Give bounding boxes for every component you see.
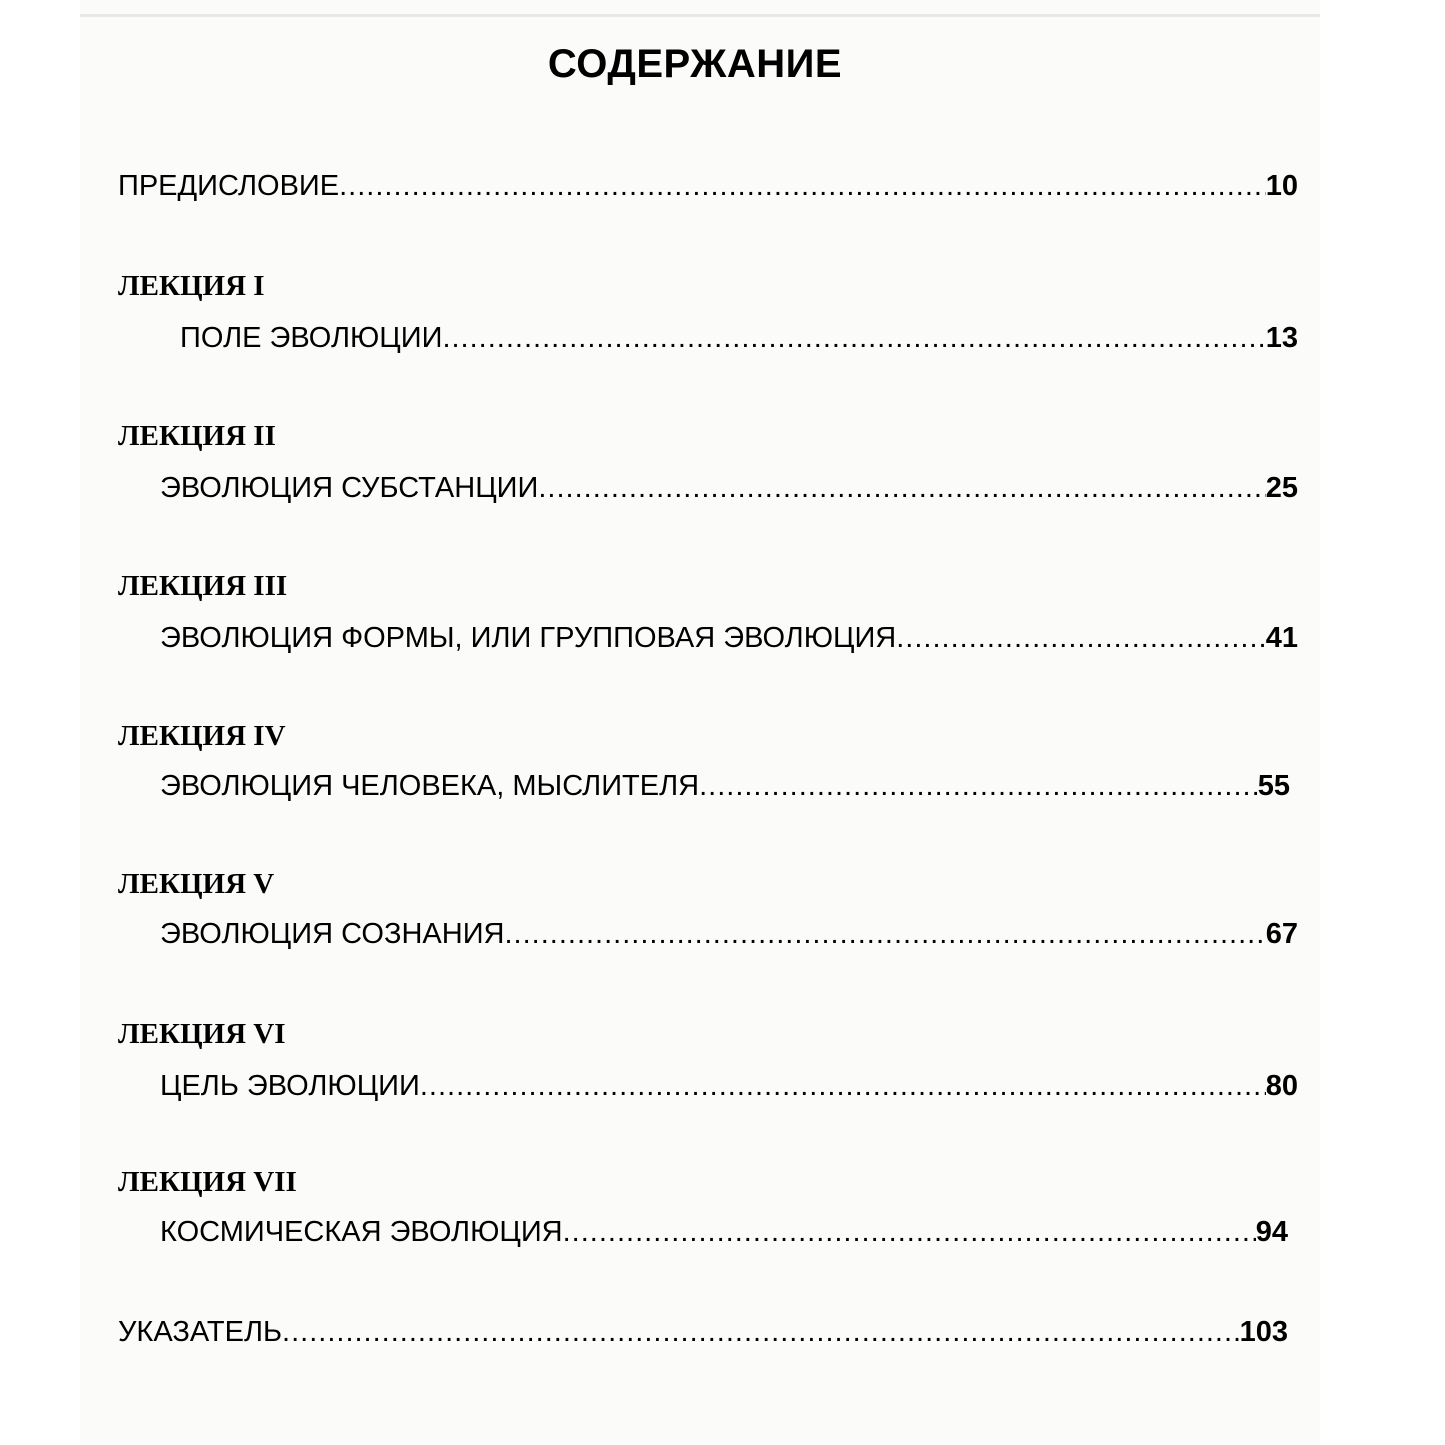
toc-entry-preface <box>118 170 1298 214</box>
toc-leader <box>282 1316 1240 1349</box>
lecture-heading: ЛЕКЦИЯ VI <box>118 1018 286 1050</box>
toc-label: ЭВОЛЮЦИЯ СУБСТАНЦИИ <box>160 472 539 504</box>
lecture-heading: ЛЕКЦИЯ II <box>118 420 276 452</box>
toc-leader <box>563 1216 1256 1249</box>
toc-label: ПОЛЕ ЭВОЛЮЦИИ <box>180 322 443 354</box>
toc-entry-lecture-7 <box>160 1216 1288 1260</box>
lecture-heading: ЛЕКЦИЯ VII <box>118 1166 297 1198</box>
toc-label: ЭВОЛЮЦИЯ ЧЕЛОВЕКА, МЫСЛИТЕЛЯ <box>160 770 700 802</box>
toc-page-number: 13 <box>1265 322 1298 354</box>
book-page <box>80 0 1320 1445</box>
page-edge <box>80 14 1320 17</box>
toc-entry-lecture-3 <box>160 622 1298 666</box>
toc-page-number: 25 <box>1265 472 1298 504</box>
toc-entry-lecture-2 <box>160 472 1298 516</box>
lecture-heading: ЛЕКЦИЯ III <box>118 570 288 602</box>
toc-entry-lecture-6 <box>160 1070 1298 1114</box>
toc-page-number: 41 <box>1265 622 1298 654</box>
toc-page-number: 67 <box>1265 918 1298 950</box>
toc-entry-index <box>118 1316 1288 1360</box>
toc-label: ЭВОЛЮЦИЯ ФОРМЫ, ИЛИ ГРУППОВАЯ ЭВОЛЮЦИЯ <box>160 622 897 654</box>
toc-label: ЭВОЛЮЦИЯ СОЗНАНИЯ <box>160 918 505 950</box>
toc-leader <box>699 770 1258 803</box>
toc-page-number: 55 <box>1257 770 1290 802</box>
page-title: СОДЕРЖАНИЕ <box>547 42 843 86</box>
toc-page-number: 10 <box>1265 170 1298 202</box>
toc-label: ЦЕЛЬ ЭВОЛЮЦИИ <box>160 1070 420 1102</box>
toc-leader <box>339 170 1266 203</box>
toc-leader <box>442 322 1265 355</box>
lecture-heading: ЛЕКЦИЯ V <box>118 868 275 900</box>
toc-leader <box>896 622 1265 655</box>
toc-page-number: 94 <box>1255 1216 1288 1248</box>
toc-page-number: 80 <box>1265 1070 1298 1102</box>
toc-entry-lecture-1 <box>180 322 1298 366</box>
lecture-heading: ЛЕКЦИЯ IV <box>118 720 286 752</box>
toc-label: ПРЕДИСЛОВИЕ <box>118 170 340 202</box>
toc-entry-lecture-5 <box>160 918 1298 962</box>
toc-label: КОСМИЧЕСКАЯ ЭВОЛЮЦИЯ <box>160 1216 563 1248</box>
toc-label: УКАЗАТЕЛЬ <box>118 1316 283 1348</box>
toc-page-number: 103 <box>1239 1316 1288 1348</box>
lecture-heading: ЛЕКЦИЯ I <box>118 270 265 302</box>
toc-entry-lecture-4 <box>160 770 1290 814</box>
toc-leader <box>538 472 1265 505</box>
toc-leader <box>420 1070 1266 1103</box>
toc-leader <box>504 918 1265 951</box>
